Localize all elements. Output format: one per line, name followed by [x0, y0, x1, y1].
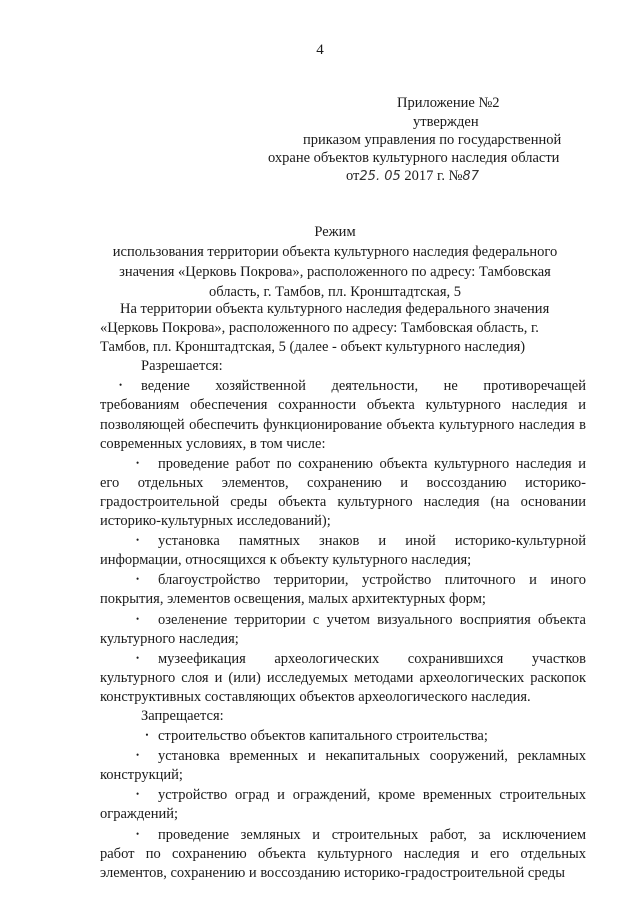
bullet-icon: • [136, 457, 140, 468]
forbidden-item-2-cont: конструкций; [100, 767, 183, 784]
forbidden-item-4: • проведение земляных и строительных работ, за исключением [136, 826, 586, 843]
allowed-item-1-cont: позволяющей обеспечить функционирование объекта культурного наследия в [100, 416, 586, 433]
approved-label: утвержден [413, 114, 479, 130]
document-body [100, 300, 586, 883]
bullet-icon: • [119, 380, 123, 391]
bullet-icon: • [136, 652, 140, 663]
handwritten-number: 87 [462, 169, 479, 184]
page-number: 4 [316, 42, 324, 58]
intro-line-3: Тамбов, пл. Кронштадтская, 5 (далее - объект культурного наследия) [100, 339, 526, 356]
allowed-item-5: • озеленение территории с учетом визуального восприятия объекта [136, 611, 586, 628]
allowed-item-4-cont: покрытия, элементов освещения, малых архитектурных форм; [100, 591, 486, 608]
allowed-item-2-cont: его отдельных элементов, сохранению и воссозданию историко- [100, 474, 586, 491]
date-prefix: от [346, 168, 360, 184]
approval-authority-line1: приказом управления по государственной [303, 132, 562, 148]
bullet-icon: • [136, 789, 140, 800]
title-line-4: область, г. Тамбов, пл. Кронштадтская, 5 [208, 284, 461, 300]
forbidden-item-3-cont: ограждений; [100, 806, 179, 823]
allowed-item-2-cont: градостроительной среды объекта культурного наследия (на основании [100, 493, 586, 510]
allowed-item-1-cont: требованиям обеспечения сохранности объекта культурного наследия и [100, 397, 586, 414]
bullet-icon: • [136, 613, 140, 624]
title-line-2: использования территории объекта культурного наследия федерального [112, 244, 558, 260]
allowed-item-1: • ведение хозяйственной деятельности, не противоречащей [119, 378, 586, 395]
document-title [100, 222, 570, 302]
allowed-item-1-cont: современных условиях, в том числе: [100, 435, 326, 452]
allowed-item-6-cont: культурного слоя и (или) исследуемых методами археологических раскопок [100, 669, 586, 686]
allowed-item-2: • проведение работ по сохранению объекта культурного наследия и [136, 455, 586, 472]
bullet-icon: • [136, 574, 140, 585]
approval-date-line [346, 167, 479, 186]
forbidden-item-2: • установка временных и некапитальных сооружений, рекламных [136, 748, 586, 765]
bullet-icon: • [136, 750, 140, 761]
handwritten-date: 25. 05 [359, 169, 401, 184]
forbidden-item-3: • устройство оград и ограждений, кроме временных строительных [136, 787, 586, 804]
intro-line-1: На территории объекта культурного наследия федерального значения [120, 301, 550, 317]
allowed-item-6-cont: конструктивных составляющих объектов археологического наследия. [100, 688, 531, 705]
approval-authority-line2: охране объектов культурного наследия области [268, 150, 560, 166]
allowed-heading: Разрешается: [141, 358, 223, 375]
bullet-icon: • [145, 730, 149, 741]
allowed-item-3-cont: информации, относящихся к объекту культурного наследия; [100, 552, 472, 569]
title-line-3: значения «Церковь Покрова», расположенного по адресу: Тамбовская [119, 264, 551, 280]
forbidden-item-4-cont: работ по сохранению объекта культурного наследия и его отдельных [100, 845, 586, 862]
intro-line-2: «Церковь Покрова», расположенного по адресу: Тамбовская область, г. [100, 320, 539, 337]
date-year: 2017 г. [404, 168, 445, 184]
forbidden-item-1: • строительство объектов капитального строительства; [100, 726, 586, 746]
forbidden-heading: Запрещается: [141, 707, 224, 724]
allowed-item-6: • музеефикация археологических сохранившихся участков [136, 650, 586, 667]
number-prefix: № [448, 168, 463, 184]
forbidden-item-4-cont: элементов, сохранению и воссозданию историко-градостроительной среды [100, 864, 565, 881]
title-line-1: Режим [314, 224, 356, 240]
allowed-item-4: • благоустройство территории, устройство плиточного и иного [136, 572, 586, 589]
bullet-icon: • [136, 828, 140, 839]
appendix-label: Приложение №2 [397, 95, 500, 111]
allowed-item-3: • установка памятных знаков и иной историко-культурной [136, 533, 586, 550]
allowed-item-2-cont: историко-культурных исследований); [100, 513, 331, 530]
bullet-icon: • [136, 535, 140, 546]
allowed-item-5-cont: культурного наследия; [100, 630, 239, 647]
